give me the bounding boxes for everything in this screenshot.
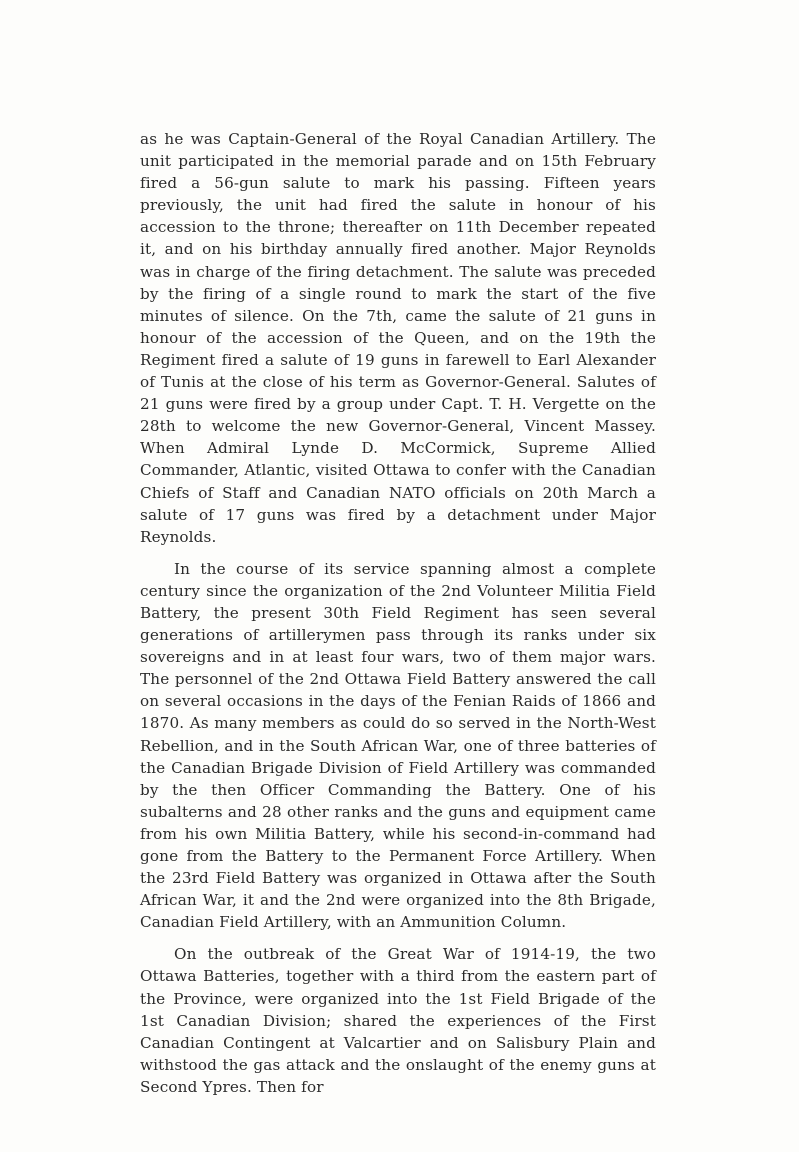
paragraph-3: On the outbreak of the Great War of 1914-19, the two Ottawa Batteries, together with a third from the eastern part of the Province, were organized into the 1st Field Brigade of the 1st Canadian Division; shared the experiences of the First Canadian Contingent at Valcartier and on Salisbury Plain and withstood the gas attack and the onslaught of the enemy guns at Second Ypres. Then for [140, 945, 656, 1096]
body-text [140, 128, 656, 1108]
paragraph-1: as he was Captain-General of the Royal Canadian Artillery. The unit participated in the memorial parade and on 15th February fired a 56-gun salute to mark his passing. Fifteen years previously, the unit had fired the salute in honour of his accession to the throne; thereafter on 11th December repeated it, and on his birthday annually fired another. Major Reynolds was in charge of the firing detachment. The salute was preceded by the firing of a single round to mark the start of the five minutes of silence. On the 7th, came the salute of 21 guns in honour of the accession of the Queen, and on the 19th the Regiment fired a salute of 19 guns in farewell to Earl Alexander of Tunis at the close of his term as Governor-General. Salutes of 21 guns were fired by a group under Capt. T. H. Vergette on the 28th to welcome the new Governor-General, Vincent Massey. When Admiral Lynde D. McCormick, Supreme Allied Commander, Atlantic, visited Ottawa to confer with the Canadian Chiefs of Staff and Canadian NATO officials on 20th March a salute of 17 guns was fired by a detachment under Major Reynolds. [140, 130, 656, 546]
paragraph-2: In the course of its service spanning almost a complete century since the organization of the 2nd Volunteer Militia Field Battery, the present 30th Field Regiment has seen several generations of artillerymen pass through its ranks under six sovereigns and in at least four wars, two of them major wars. The personnel of the 2nd Ottawa Field Battery answered the call on several occasions in the days of the Fenian Raids of 1866 and 1870. As many members as could do so served in the North-West Rebellion, and in the South African War, one of three batteries of the Canadian Brigade Division of Field Artillery was commanded by the then Officer Commanding the Battery. One of his subalterns and 28 other ranks and the guns and equipment came from his own Militia Battery, while his second-in-command had gone from the Battery to the Permanent Force Artillery. When the 23rd Field Battery was organized in Ottawa after the South African War, it and the 2nd were organized into the 8th Brigade, Canadian Field Artillery, with an Ammunition Column. [140, 559, 656, 932]
